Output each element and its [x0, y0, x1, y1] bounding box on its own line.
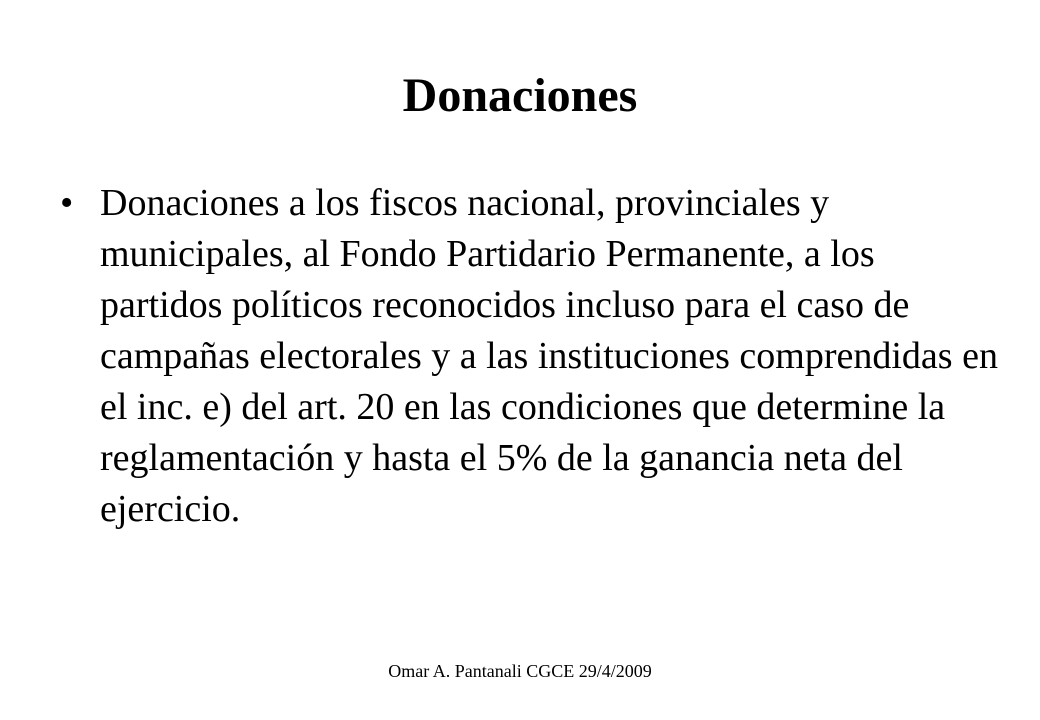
bullet-list [60, 178, 1000, 535]
slide-footer: Omar A. Pantanali CGCE 29/4/2009 [388, 661, 652, 681]
bullet-item [60, 178, 1000, 535]
bullet-marker: • [60, 182, 74, 224]
slide-title: Donaciones [402, 69, 638, 122]
bullet-text: Donaciones a los fiscos nacional, provinciales y municipales, al Fondo Partidario Permanente, a los partidos políticos reconocidos incluso para el caso de campañas electorales y a las instituciones comprendidas en el inc. e) del art. 20 en las condiciones que determine la reglamentación y hasta el 5% de la ganancia neta del ejercicio. [100, 182, 998, 530]
